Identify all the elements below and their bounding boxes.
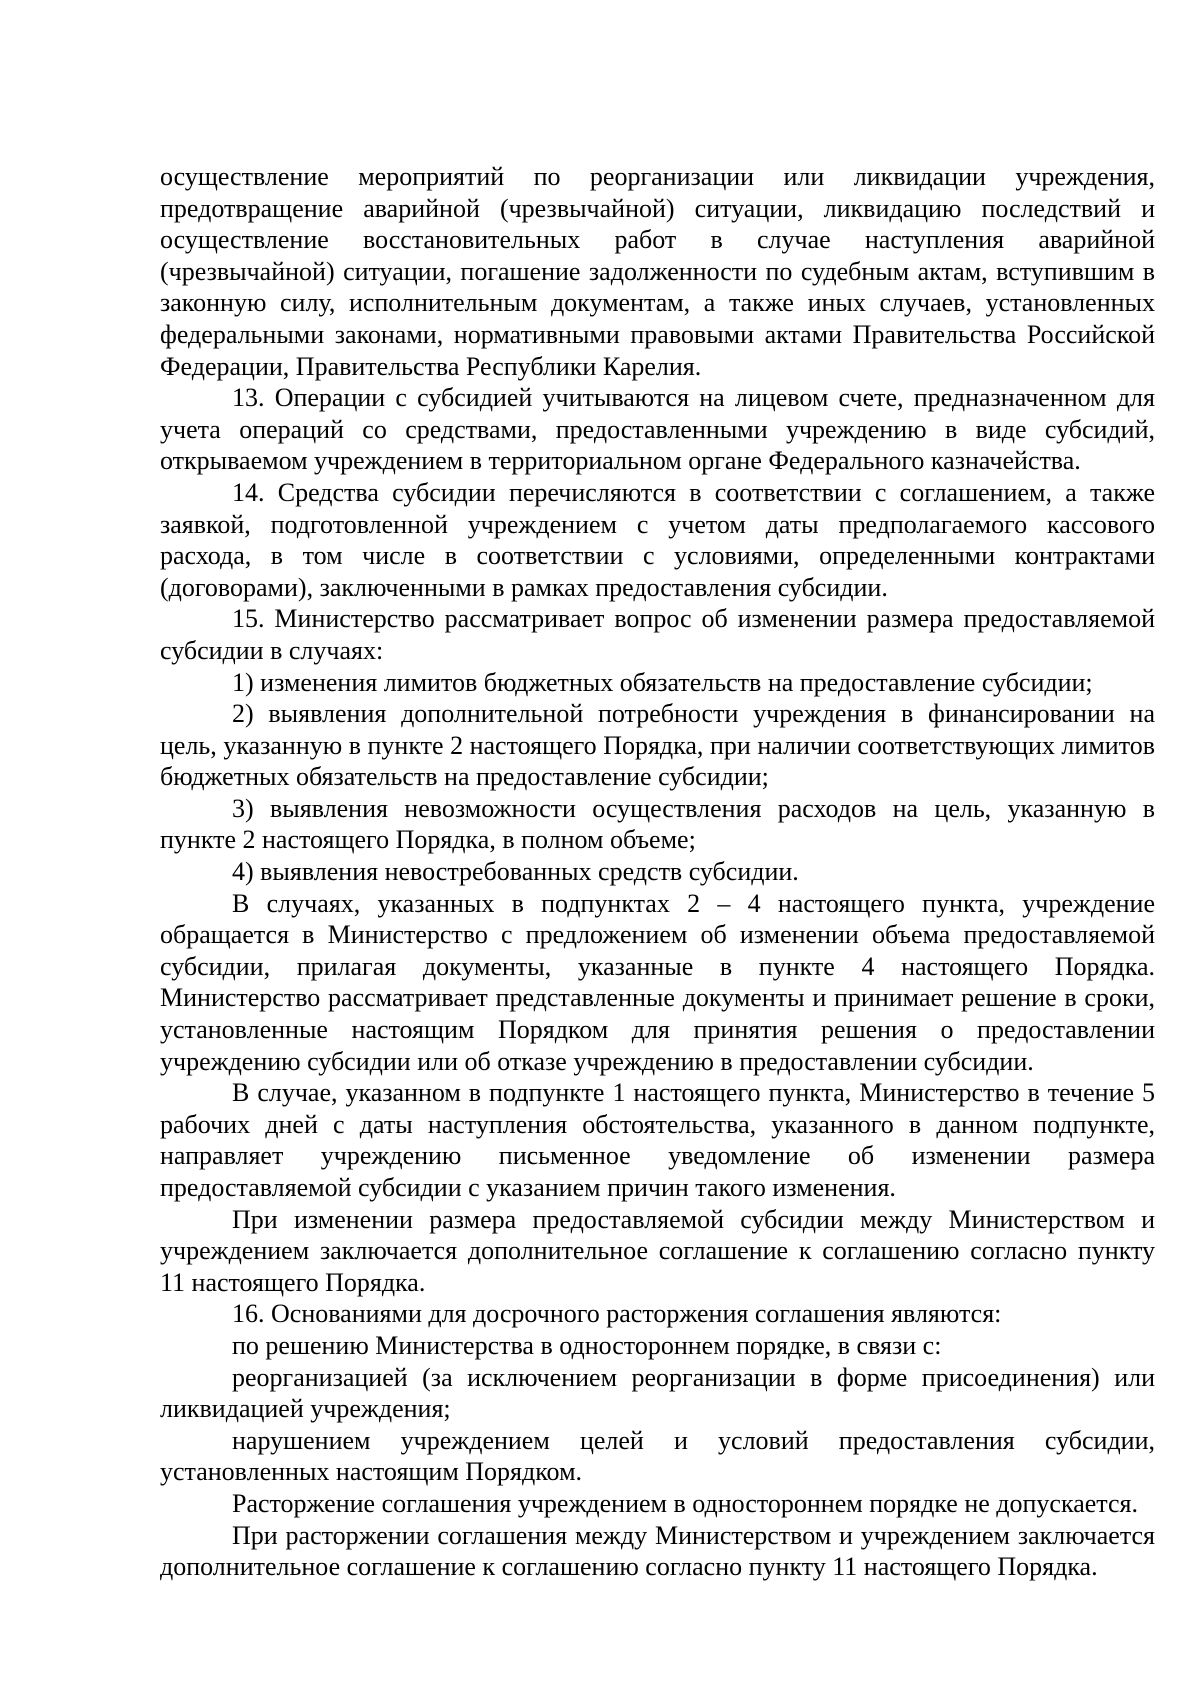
- paragraph-15-additional-agreement: При изменении размера предоставляемой субсидии между Министерством и учреждением заключается дополнительное соглашение к соглашению согласно пункту 11 настоящего Порядка.: [160, 1204, 1155, 1297]
- paragraph-16-reorganization: реорганизацией (за исключением реорганизации в форме присоединения) или ликвидацией учреждения;: [160, 1362, 1155, 1424]
- paragraph-12-continuation: осуществление мероприятий по реорганизации или ликвидации учреждения, предотвращение аварийной (чрезвычайной) ситуации, ликвидацию последствий и осуществление восстановительных работ в случае наступления аварийной (чрезвычайной) ситуации, погашение задолженности по судебным актам, вступившим в законную силу, исполнительным документам, а также иных случаев, установленных федеральными законами, нормативными правовыми актами Правительства Российской Федерации, Правительства Республики Карелия.: [160, 162, 1155, 381]
- paragraph-15-cases-2-4: В случаях, указанных в подпунктах 2 – 4 настоящего пункта, учреждение обращается в Министерство с предложением об изменении объема предоставляемой субсидии, прилагая документы, указанные в пункте 4 настоящего Порядка. Министерство рассматривает представленные документы и принимает решение в сроки, установленные настоящим Порядком для принятия решения о предоставлении учреждению субсидии или об отказе учреждению в предоставлении субсидии.: [160, 888, 1155, 1076]
- paragraph-16-unilateral-prohibited: Расторжение соглашения учреждением в одностороннем порядке не допускается.: [232, 1488, 1138, 1518]
- paragraph-14: 14. Средства субсидии перечисляются в соответствии с соглашением, а также заявкой, подготовленной учреждением с учетом даты предполагаемого кассового расхода, в том числе в соответствии с условиями, определенными контрактами (договорами), заключенными в рамках предоставления субсидии.: [160, 477, 1155, 602]
- paragraph-13: 13. Операции с субсидией учитываются на лицевом счете, предназначенном для учета операций со средствами, предоставленными учреждению в виде субсидий, открываемом учреждением в территориальном органе Федерального казначейства.: [160, 383, 1155, 476]
- paragraph-15-item-1: 1) изменения лимитов бюджетных обязательств на предоставление субсидии;: [232, 667, 1093, 697]
- paragraph-15-item-2: 2) выявления дополнительной потребности учреждения в финансировании на цель, указанную в пункте 2 настоящего Порядка, при наличии соответствующих лимитов бюджетных обязательств на предоставление субсидии;: [160, 699, 1155, 792]
- paragraph-16: 16. Основаниями для досрочного расторжения соглашения являются:: [232, 1299, 1002, 1329]
- paragraph-15-item-4: 4) выявления невостребованных средств субсидии.: [232, 857, 799, 887]
- paragraph-15-case-1: В случае, указанном в подпункте 1 настоящего пункта, Министерство в течение 5 рабочих дней с даты наступления обстоятельства, указанного в данном подпункте, направляет учреждению письменное уведомление об изменении размера предоставляемой субсидии с указанием причин такого изменения.: [160, 1078, 1155, 1202]
- paragraph-16-ministry-decision: по решению Министерства в одностороннем порядке, в связи с:: [232, 1330, 942, 1360]
- document-body: [160, 161, 1155, 1583]
- paragraph-16-violation: нарушением учреждением целей и условий предоставления субсидии, установленных настоящим Порядком.: [160, 1425, 1155, 1487]
- paragraph-15-item-3: 3) выявления невозможности осуществления расходов на цель, указанную в пункте 2 настоящего Порядка, в полном объеме;: [160, 793, 1155, 855]
- paragraph-15: 15. Министерство рассматривает вопрос об изменении размера предоставляемой субсидии в случаях:: [160, 604, 1155, 665]
- paragraph-16-termination-agreement: При расторжении соглашения между Министерством и учреждением заключается дополнительное соглашение к соглашению согласно пункту 11 настоящего Порядка.: [160, 1520, 1155, 1582]
